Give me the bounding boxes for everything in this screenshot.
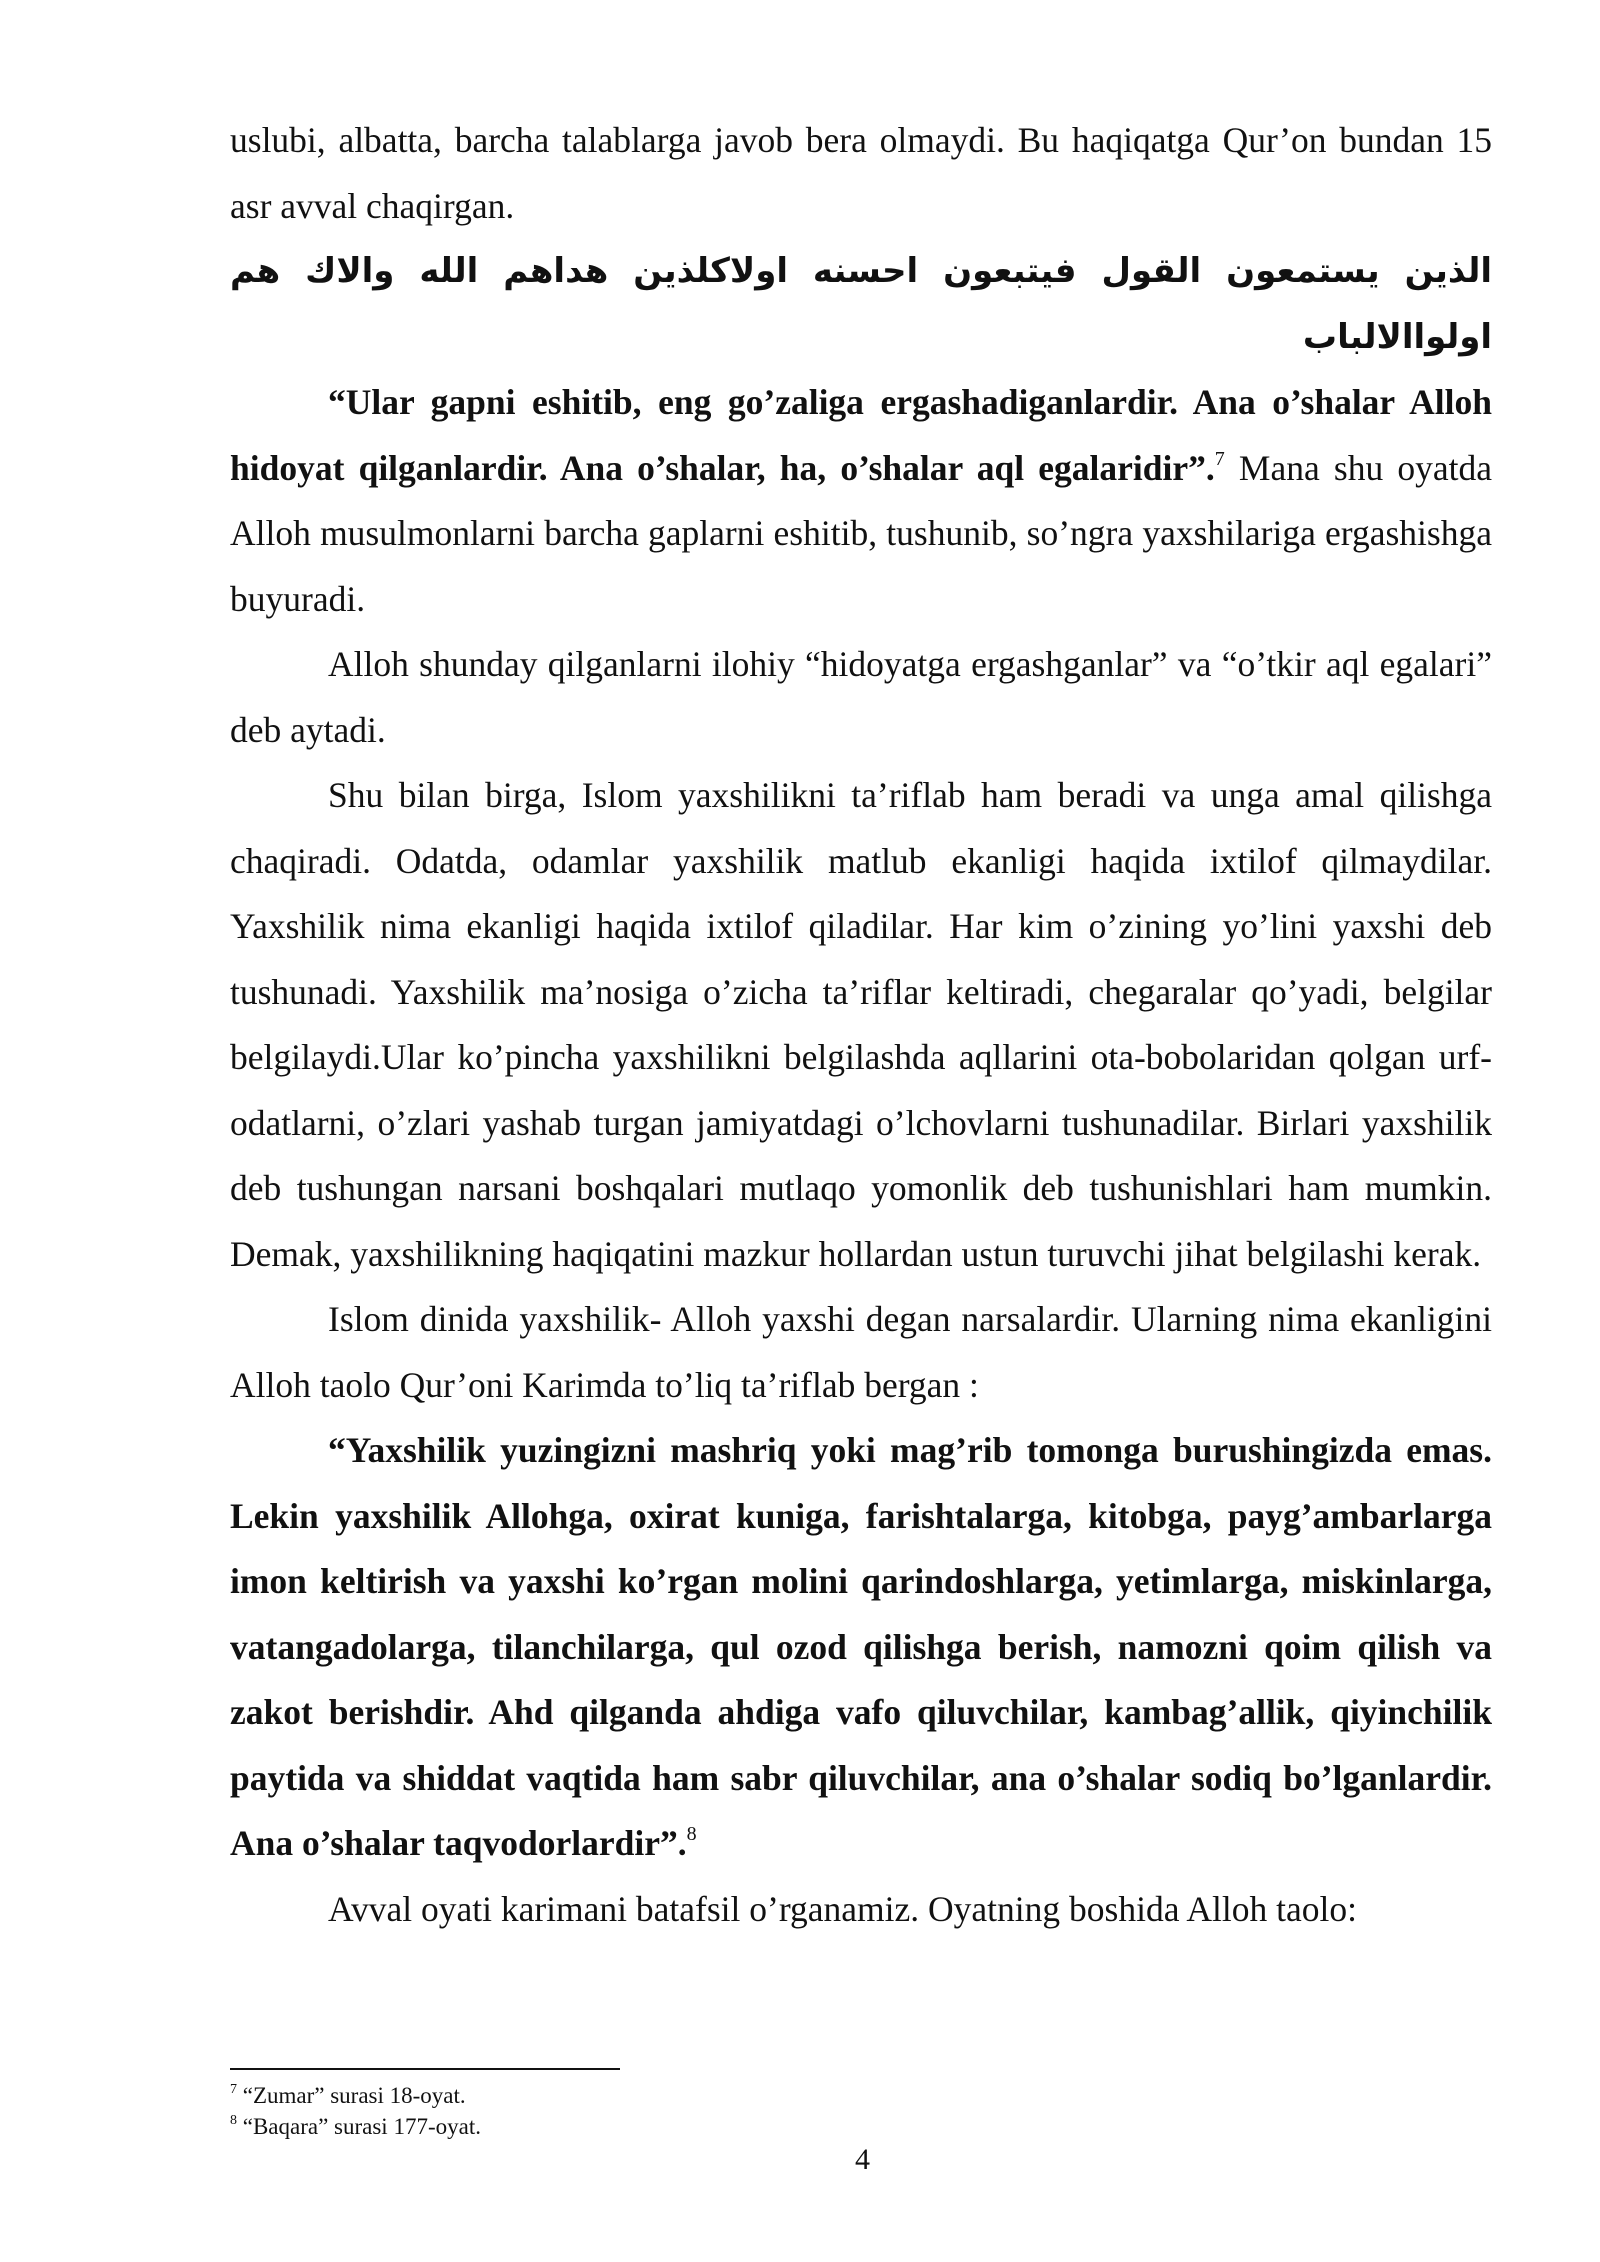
footnotes — [230, 2080, 1492, 2142]
quran-translation-quote: “Ular gapni eshitib, eng go’zaliga ergashadiganlardir. Ana o’shalar Alloh hidoyat qilganlardir. Ana o’shalar, ha, o’shalar aql egalaridir”. — [230, 382, 1492, 488]
paragraph-study-verse: Avval oyati karimani batafsil o’rganamiz. Oyatning boshida Alloh taolo: — [328, 1888, 1357, 1929]
footnote-separator — [230, 2068, 620, 2070]
page-body — [230, 108, 1492, 1942]
footnote-text: “Baqara” surasi 177-oyat. — [237, 2114, 481, 2139]
footnote-text: “Zumar” surasi 18-oyat. — [237, 2083, 466, 2108]
footnote-number: 8 — [230, 2113, 237, 2129]
footnote-7 — [230, 2080, 1492, 2111]
paragraph-righteousness-verse — [230, 1418, 1492, 1877]
paragraph-intro: uslubi, albatta, barcha talablarga javob bera olmaydi. Bu haqiqatga Qur’on bundan 15 asr avval chaqirgan. — [230, 120, 1492, 226]
footnote-ref-7[interactable]: 7 — [1214, 447, 1225, 470]
paragraph-islam-goodness: Islom dinida yaxshilik- Alloh yaxshi degan narsalardir. Ularning nima ekanligini Alloh taolo Qur’oni Karimda to’liq ta’riflab bergan : — [230, 1299, 1492, 1405]
page-number: 4 — [855, 2143, 870, 2176]
paragraph-goodness-definition: Shu bilan birga, Islom yaxshilikni ta’riflab ham beradi va unga amal qilishga chaqiradi. Odatda, odamlar yaxshilik matlub ekanligi haqida ixtilof qilmaydilar. Yaxshilik nima ekanligi haqida ixtilof qiladilar. Har kim o’zining yo’lini yaxshi deb tushunadi. Yaxshilik ma’nosiga o’zicha ta’riflar keltiradi, chegaralar qo’yadi, belgilar belgilaydi.Ular ko’pincha yaxshilikni belgilashda aqllarini ota-bobolaridan qolgan urf-odatlarni, o’zlari yashab turgan jamiyatdagi o’lchovlarni tushunadilar. Birlari yaxshilik deb tushungan narsani boshqalari mutlaqo yomonlik deb tushunishlari ham mumkin. Demak, yaxshilikning haqiqatini mazkur hollardan ustun turuvchi jihat belgilashi kerak. — [230, 775, 1492, 1274]
arabic-verse: الذين يستمعون القول فيتبعون احسنه اولاكلذين هداهم الله والاك هم اولواالالباب — [230, 251, 1492, 357]
footnote-ref-8[interactable]: 8 — [686, 1823, 697, 1846]
righteousness-verse-quote: “Yaxshilik yuzingizni mashriq yoki mag’rib tomonga burushingizda emas. Lekin yaxshilik Allohga, oxirat kuniga, farishtalarga, kitobga, payg’ambarlarga imon keltirish va yaxshi ko’rgan molini qarindoshlarga, yetimlarga, miskinlarga, vatangadolarga, tilanchilarga, qul ozod qilishga berish, namozni qoim qilish va zakot berishdir. Ahd qilganda ahdiga vafo qiluvchilar, kambag’allik, qiyinchilik paytida va shiddat vaqtida ham sabr qiluvchilar, ana o’shalar sodiq bo’lganlardir. Ana o’shalar taqvodorlardir”. — [230, 1430, 1492, 1863]
paragraph-guided: Alloh shunday qilganlarni ilohiy “hidoyatga ergashganlar” va “o’tkir aql egalari” deb aytadi. — [230, 644, 1492, 750]
footnote-8 — [230, 2111, 1492, 2142]
paragraph-translation — [230, 370, 1492, 632]
paragraph-translation-commentary: Mana shu oyatda Alloh musulmonlarni barcha gaplarni eshitib, tushunib, so’ngra yaxshilariga ergashishga buyuradi. — [230, 447, 1492, 619]
footnote-number: 7 — [230, 2082, 237, 2098]
